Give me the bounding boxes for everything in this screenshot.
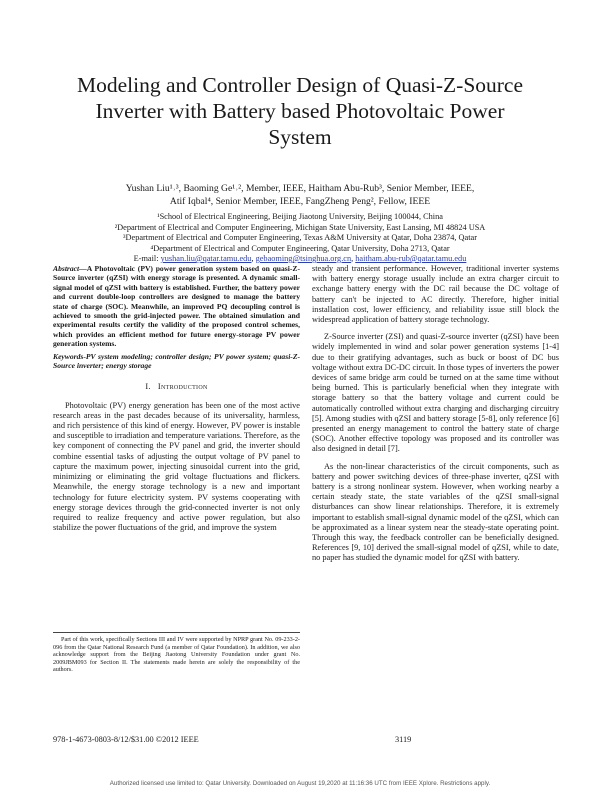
author-list <box>60 182 540 208</box>
email-link-2[interactable]: gebaoming@tsinghua.org.cn <box>255 254 352 263</box>
paper-title <box>40 72 560 150</box>
keywords <box>53 352 300 371</box>
abstract <box>53 264 300 349</box>
email-line: E-mail: yushan.liu@qatar.tamu.edu, gebaoming@tsinghua.org.cn, haitham.abu-rub@qatar.tamu.edu <box>133 254 467 263</box>
body-paragraph: As the non-linear characteristics of the circuit components, such as battery and power switching devices of three-phase inverter, qZSI with battery is a strong nonlinear system. However, when working nearby a certain steady state, the state variables of the qZSI small-signal disturbances can show linear relationships. Therefore, it is extremely important to establish small-signal dynamic model of the qZSI, which can be approximated as a linear system near the steady-state operating point. Through this way, the feedback controller can be beneficially designed. References [9, 10] derived the small-signal model of qZSI, while to date, no paper has studied the dynamic model for qZSI with battery. <box>312 461 559 563</box>
keywords-label: Keywords <box>53 351 84 361</box>
email-label: E-mail: <box>133 254 159 263</box>
email-link-3[interactable]: haitham.abu-rub@qatar.tamu.edu <box>355 254 467 263</box>
license-notice: Authorized licensed use limited to: Qatar University. Downloaded on August 19,2020 at 11:16:36 UTC from IEEE Xplore. Restrictions apply. <box>109 780 491 787</box>
affiliation: ³Department of Electrical and Computer Engineering, Texas A&M University at Qatar, Doha 23874, Qatar <box>123 233 477 242</box>
footnote-text: Part of this work, specifically Sections III and IV were supported by NPRP grant No. 09-233-2-096 from the Qatar National Research Fund (a member of Qatar Foundation). In addition, we also acknowledge support from the Beijing Jiaotong University Foundation under grant No. 2009JBM093 for Section II. The statements made herein are solely the responsibility of the authors. <box>53 636 300 674</box>
right-column <box>312 264 559 564</box>
section-heading <box>53 382 300 392</box>
author-line: Atif Iqbal⁴, Senior Member, IEEE, FangZheng Peng², Fellow, IEEE <box>169 196 431 207</box>
affiliation: ¹School of Electrical Engineering, Beijing Jiaotong University, Beijing 100044, China <box>157 212 443 221</box>
abstract-text: —A Photovoltaic (PV) power generation system based on quasi-Z-Source inverter (qZSI) with energy storage is presented. A dynamic small-signal model of qZSI with battery is established. Further, the battery power and current double-loop controllers are designed to manage the battery state of charge (SOC). Meanwhile, an improved PQ decoupling control is achieved to smooth the grid-injected power. The obtained simulation and experimental results certify the validity of the proposed control schemes, which provides an efficient method for future energy-storage PV power generation systems. <box>53 264 300 349</box>
title-line: Inverter with Battery based Photovoltaic Power <box>95 99 505 123</box>
page-number: 3119 <box>395 735 412 744</box>
keywords-text: -PV system modeling; controller design; PV power system; quasi-Z-Source inverter; energy storage <box>53 351 300 371</box>
email-link-1[interactable]: yushan.liu@qatar.tamu.edu <box>160 254 252 263</box>
body-paragraph: steady and transient performance. However, traditional inverter systems with battery energy storage usually include an extra charger circuit to exchange battery energy with the DC rail because the DC voltage of battery can't be injected to AC directly. Therefore, higher initial installation cost, lower efficiency, and reliability issue still block the widespread application of battery storage technology. <box>312 264 559 325</box>
body-paragraph: Z-Source inverter (ZSI) and quasi-Z-source inverter (qZSI) have been widely implemented in wind and solar power generation systems [1-4] due to their gratifying advantages, such as buck or boost of DC bus voltage without extra DC-DC circuit. In those types of inverters the power devices of same bridge arm could be turned on at the same time without being burned. This is particularly beneficial when they integrate with storage battery so that the battery voltage and current could be automatically controlled without extra charging and discharging circuitry [5]. Among studies with qZSI and battery storage [5-8], only reference [6] presented an energy management to control the battery state of charge (SOC). Another effective topology was proposed and its controller was also designed in detail [7]. <box>312 332 559 454</box>
abstract-label: Abstract <box>53 264 80 273</box>
affiliation: ⁴Department of Electrical and Computer Engineering, Qatar University, Doha 2713, Qatar <box>150 243 450 253</box>
section-number: I. <box>145 382 151 392</box>
body-paragraph: Photovoltaic (PV) energy generation has been one of the most active research areas in the past decades because of its universality, harmless, and rich persistence of this kind of energy. However, PV power is instable and susceptible to irradiation and temperature variations. Therefore, as the key component of connecting the PV panel and grid, the inverter should combine essential tasks of adjusting the output voltage of PV panel to capture the maximum power, injecting sinusoidal current into the grid, minimizing or eliminating the grid voltage fluctuations and flickers. Meanwhile, the energy storage technology is a new and important technology for future electricity system. PV systems cooperating with energy storage devices through the grid-connected inverter is not only required to realize frequency and active power regulation, but also stabilize the power fluctuations of the grid, and improve the system <box>53 400 300 533</box>
title-line: System <box>268 125 332 149</box>
affiliation: ²Department of Electrical and Computer Engineering, Michigan State University, East Lansing, MI 48824 USA <box>114 222 486 232</box>
affiliations <box>60 212 540 265</box>
section-title: Introduction <box>157 382 208 392</box>
title-line: Modeling and Controller Design of Quasi-Z-Source <box>76 73 524 97</box>
isbn-copyright: 978-1-4673-0803-8/12/$31.00 ©2012 IEEE <box>53 735 199 744</box>
left-column <box>53 264 300 533</box>
author-line: Yushan Liu¹˒³, Baoming Ge¹˒², Member, IEEE, Haitham Abu-Rub³, Senior Member, IEEE, <box>125 183 475 194</box>
footnote <box>53 632 300 674</box>
